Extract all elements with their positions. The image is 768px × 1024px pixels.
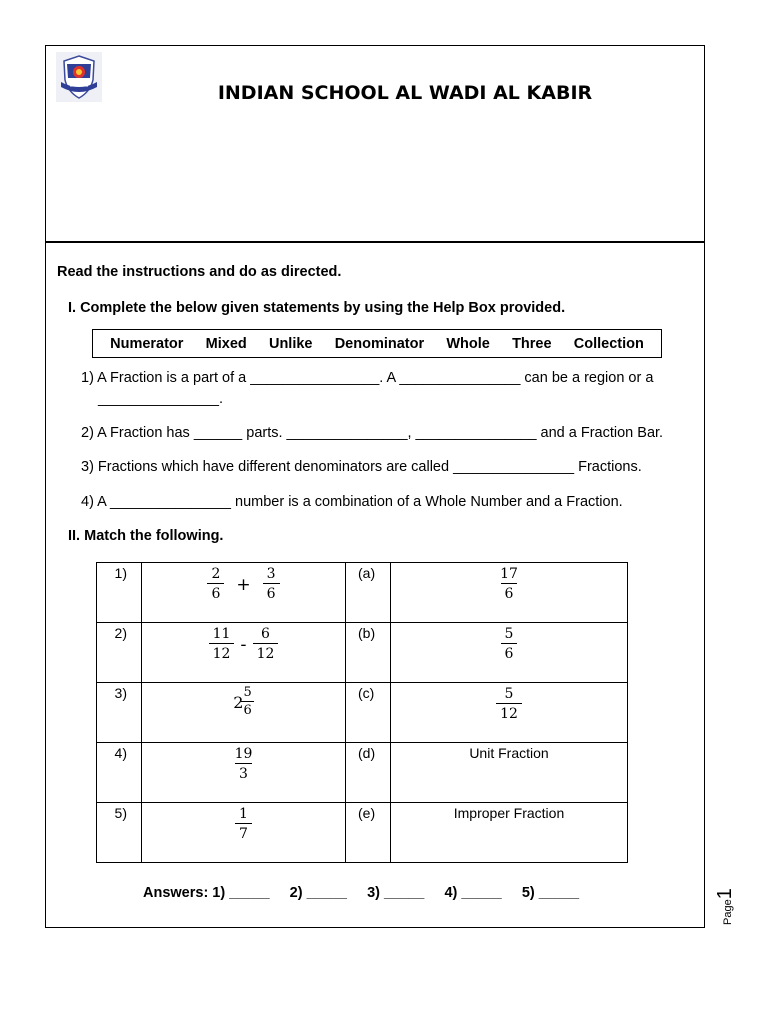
fraction: $\frac{5}{12}$ (496, 685, 522, 724)
help-word: Denominator (334, 335, 425, 352)
expression-cell (142, 623, 346, 683)
fraction: $\frac{19}{3}$ (234, 746, 253, 782)
option-cell: Unit Fraction (391, 743, 628, 803)
help-word: Mixed (205, 335, 247, 352)
mixed-whole: 2 (233, 692, 244, 712)
question-1-line-1: 1) A Fraction is a part of a ________________. A _______________ can be a region or a (81, 370, 654, 386)
help-word: Whole (446, 335, 490, 352)
page-number: 1 (714, 888, 736, 900)
question-4: 4) A _______________ number is a combination of a Whole Number and a Fraction. (81, 494, 623, 510)
fraction: $\frac{6}{12}$ (253, 625, 279, 664)
fraction: $\frac{17}{6}$ (500, 566, 518, 602)
help-word: Three (512, 335, 552, 352)
option-letter: (c) (346, 683, 391, 743)
fraction: $\frac{5}{6}$ (243, 685, 252, 718)
help-word: Unlike (268, 335, 313, 352)
option-letter: (d) (346, 743, 391, 803)
table-row (97, 803, 628, 863)
help-word: Collection (573, 335, 644, 352)
option-letter: (e) (346, 803, 391, 863)
page-number-mark (714, 888, 737, 925)
question-2: 2) A Fraction has ______ parts. _______________, _______________ and a Fraction Bar. (81, 425, 664, 441)
option-cell (391, 563, 628, 623)
row-number: 5) (97, 803, 142, 863)
school-title: INDIAN SCHOOL AL WADI AL KABIR (217, 82, 593, 104)
header-box (45, 45, 705, 243)
operator: - (240, 634, 247, 655)
question-3: 3) Fractions which have different denominators are called _______________ Fractions. (81, 459, 642, 475)
fraction: $\frac{3}{6}$ (263, 565, 280, 604)
row-number: 4) (97, 743, 142, 803)
option-cell: Improper Fraction (391, 803, 628, 863)
fraction: $\frac{2}{6}$ (207, 565, 224, 604)
expression-cell (142, 563, 346, 623)
row-number: 3) (97, 683, 142, 743)
option-letter: (a) (346, 563, 391, 623)
question-1-line-2: _______________. (98, 391, 223, 407)
school-crest-logo (56, 52, 102, 102)
table-row (97, 563, 628, 623)
row-number: 2) (97, 623, 142, 683)
help-word: Numerator (110, 335, 184, 352)
fraction: $\frac{5}{6}$ (501, 625, 518, 664)
option-cell (391, 623, 628, 683)
expression-cell (142, 683, 346, 743)
operator: + (236, 574, 251, 595)
option-cell (391, 683, 628, 743)
table-row (97, 623, 628, 683)
section2-title: II. Match the following. (68, 528, 224, 544)
expression-cell (142, 743, 346, 803)
row-number: 1) (97, 563, 142, 623)
instructions-text: Read the instructions and do as directed. (57, 264, 342, 280)
help-box (92, 329, 662, 358)
section1-title: I. Complete the below given statements by using the Help Box provided. (68, 300, 566, 316)
table-row (97, 743, 628, 803)
page-label: Page (722, 899, 734, 925)
fraction: $\frac{1}{7}$ (235, 805, 252, 844)
match-table (96, 562, 628, 863)
answers-line: Answers: 1) _____ 2) _____ 3) _____ 4) _____ 5) _____ (143, 885, 580, 901)
expression-cell (142, 803, 346, 863)
fraction: $\frac{11}{12}$ (209, 625, 235, 664)
option-letter: (b) (346, 623, 391, 683)
table-row (97, 683, 628, 743)
